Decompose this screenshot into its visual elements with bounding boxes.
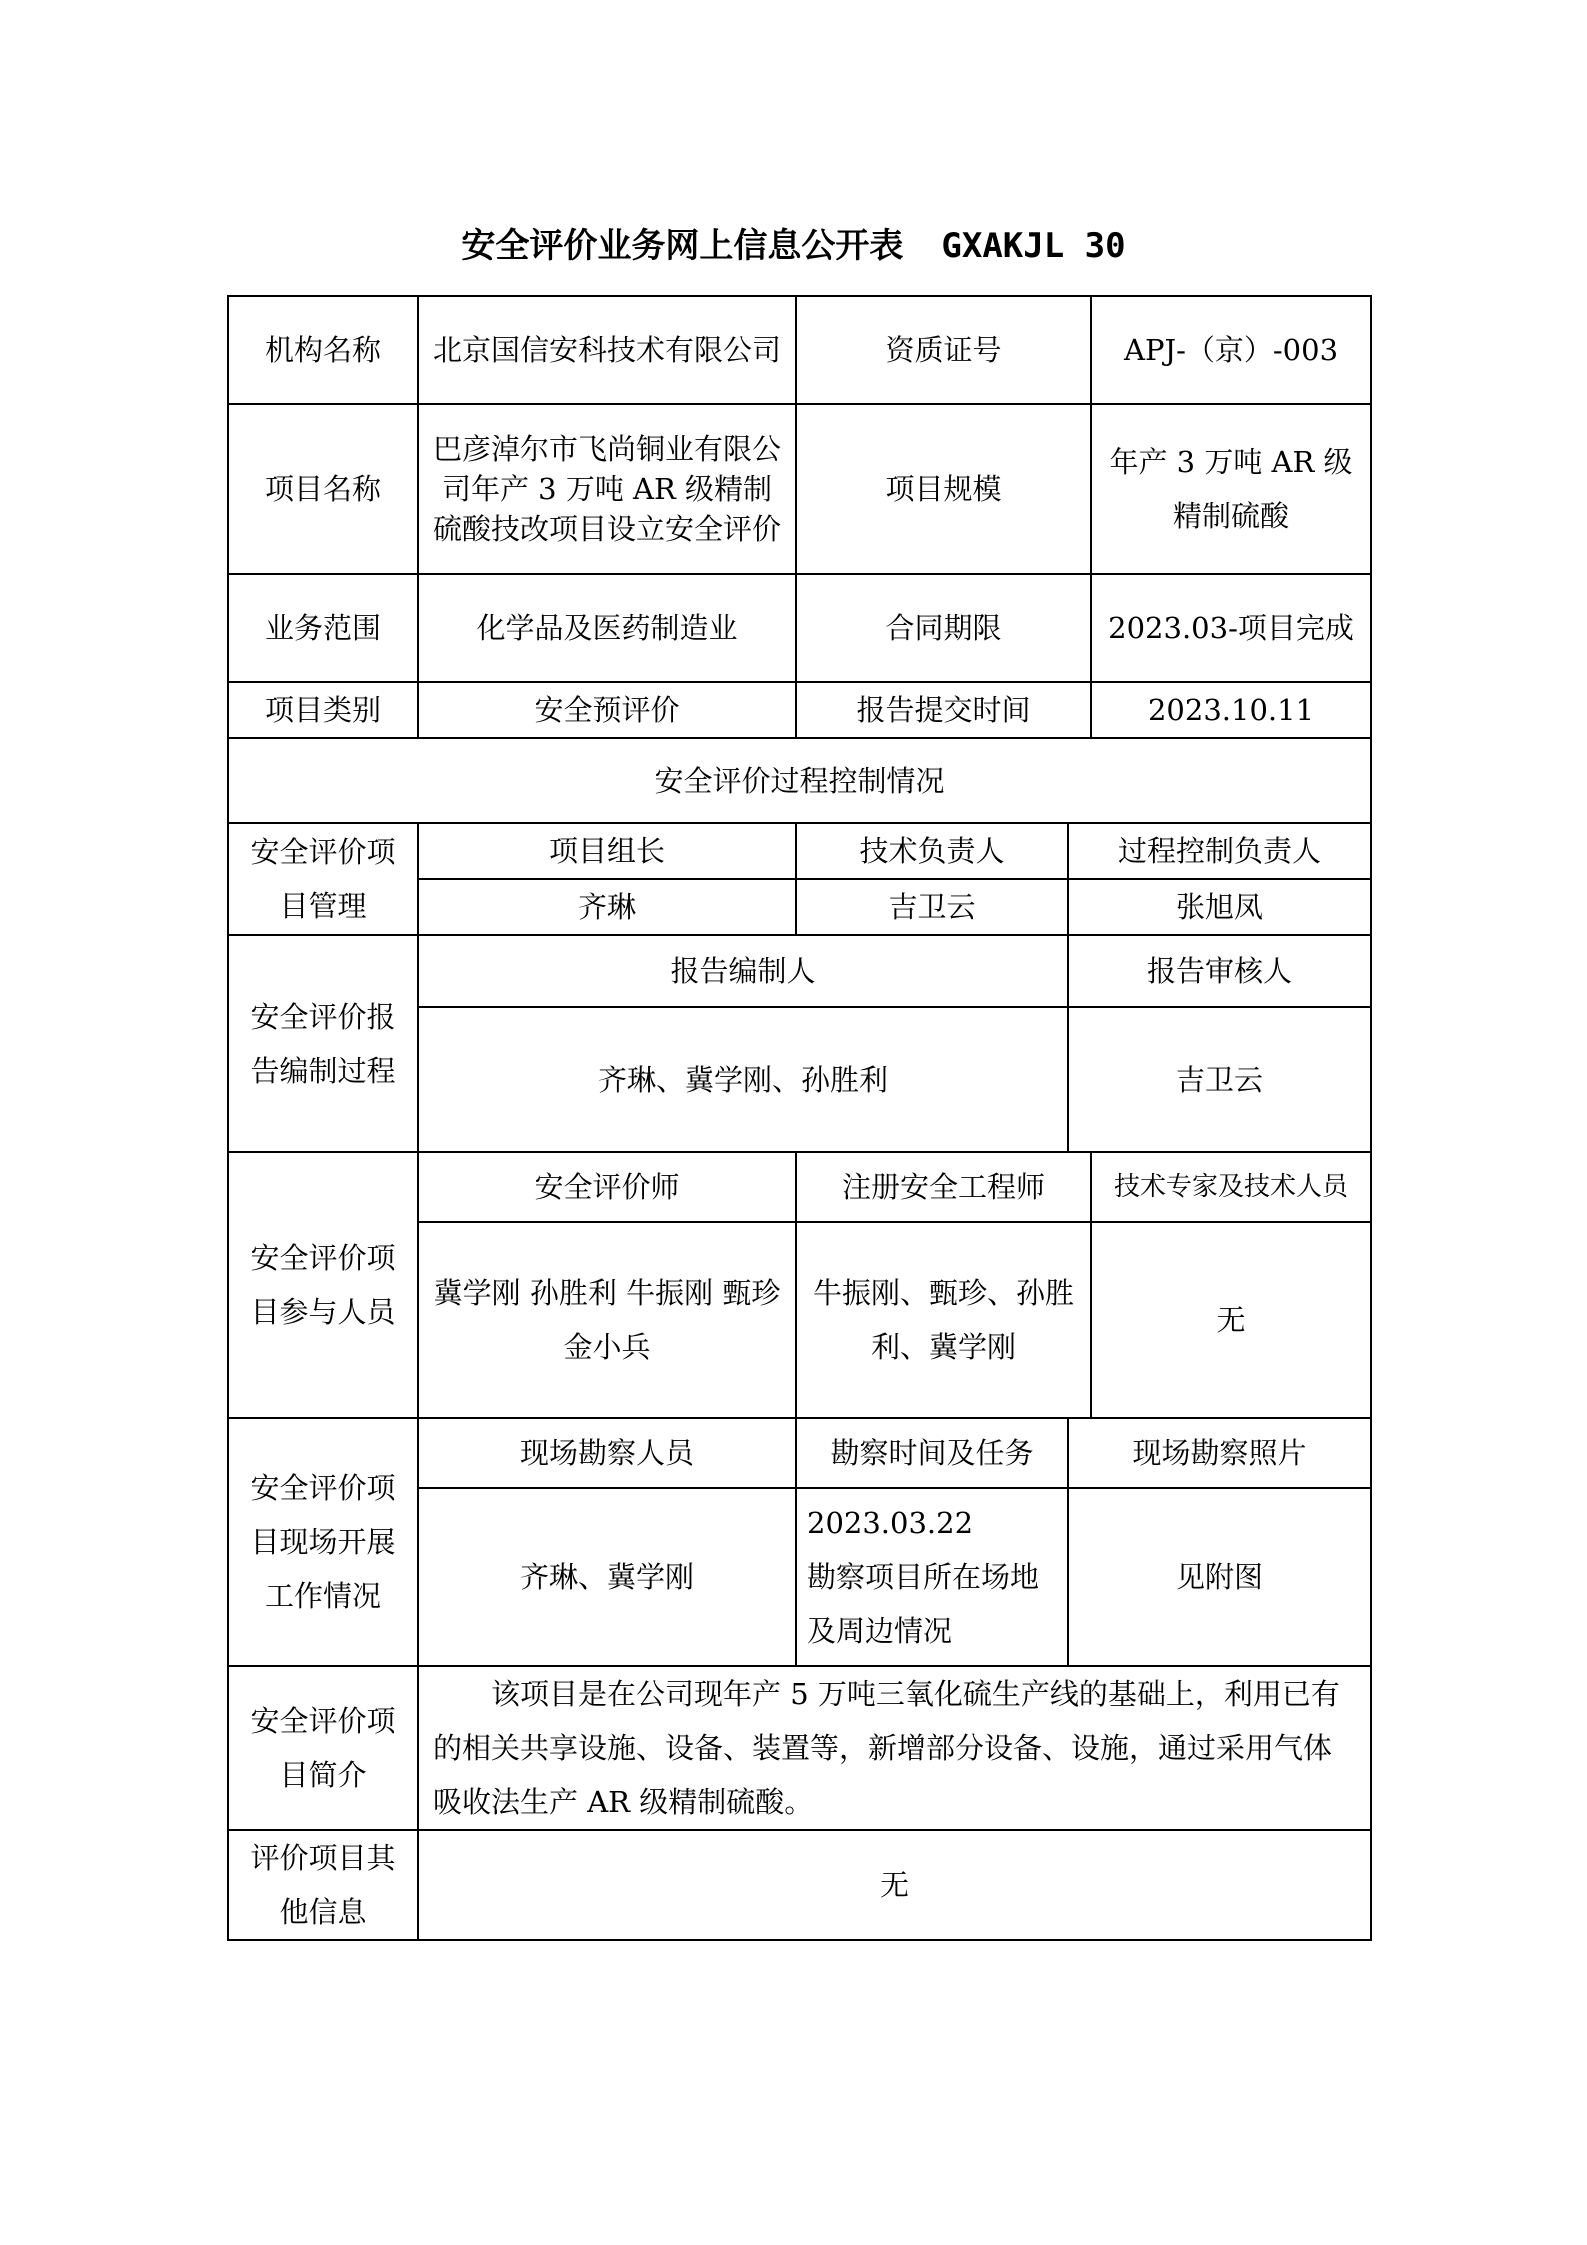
cert-value: APJ-（京）-003 xyxy=(1091,296,1371,404)
scale-label: 项目规模 xyxy=(796,404,1091,574)
project-name-label: 项目名称 xyxy=(228,404,418,574)
engineers-value: 牛振刚、甄珍、孙胜利、冀学刚 xyxy=(796,1222,1091,1418)
project-name-value: 巴彦淖尔市飞尚铜业有限公司年产 3 万吨 AR 级精制硫酸技改项目设立安全评价 xyxy=(418,404,796,574)
leader-header: 项目组长 xyxy=(418,823,796,879)
category-value: 安全预评价 xyxy=(418,682,796,738)
business-label: 业务范围 xyxy=(228,574,418,682)
row-org xyxy=(228,296,1371,404)
other-label: 评价项目其他信息 xyxy=(228,1830,418,1940)
disclosure-table xyxy=(227,295,1372,1941)
reviewer-value: 吉卫云 xyxy=(1068,1007,1371,1152)
other-value: 无 xyxy=(418,1830,1371,1940)
reviewer-header: 报告审核人 xyxy=(1068,935,1371,1007)
site-label: 安全评价项目现场开展工作情况 xyxy=(228,1418,418,1666)
contract-value: 2023.03-项目完成 xyxy=(1091,574,1371,682)
site-staff-value: 齐琳、冀学刚 xyxy=(418,1488,796,1666)
row-category xyxy=(228,682,1371,738)
expert-header: 技术专家及技术人员 xyxy=(1091,1152,1371,1222)
site-time-value xyxy=(796,1488,1068,1666)
row-business xyxy=(228,574,1371,682)
title-text: 安全评价业务网上信息公开表 xyxy=(461,226,904,266)
scale-value: 年产 3 万吨 AR 级精制硫酸 xyxy=(1091,404,1371,574)
engineer-header: 注册安全工程师 xyxy=(796,1152,1091,1222)
tech-header: 技术负责人 xyxy=(796,823,1068,879)
site-date: 2023.03.22 xyxy=(807,1506,974,1540)
process-value: 张旭凤 xyxy=(1068,879,1371,935)
row-site-header xyxy=(228,1418,1371,1488)
author-header: 报告编制人 xyxy=(418,935,1068,1007)
row-other xyxy=(228,1830,1371,1940)
process-header: 过程控制负责人 xyxy=(1068,823,1371,879)
row-management-header xyxy=(228,823,1371,879)
contract-label: 合同期限 xyxy=(796,574,1091,682)
authors-value: 齐琳、冀学刚、孙胜利 xyxy=(418,1007,1068,1152)
experts-value: 无 xyxy=(1091,1222,1371,1418)
site-photos-value: 见附图 xyxy=(1068,1488,1371,1666)
participants-label: 安全评价项目参与人员 xyxy=(228,1152,418,1418)
site-staff-header: 现场勘察人员 xyxy=(418,1418,796,1488)
row-report-header xyxy=(228,935,1371,1007)
form-code: GXAKJL 30 xyxy=(941,226,1126,266)
row-process-section xyxy=(228,738,1371,823)
submit-value: 2023.10.11 xyxy=(1091,682,1371,738)
row-participants-header xyxy=(228,1152,1371,1222)
intro-text: 该项目是在公司现年产 5 万吨三氧化硫生产线的基础上，利用已有的相关共享设施、设备、装置等，新增部分设备、设施，通过采用气体吸收法生产 AR 级精制硫酸。 xyxy=(418,1666,1371,1830)
evaluators-value: 冀学刚 孙胜利 牛振刚 甄珍 金小兵 xyxy=(418,1222,796,1418)
site-photo-header: 现场勘察照片 xyxy=(1068,1418,1371,1488)
management-label: 安全评价项目管理 xyxy=(228,823,418,935)
category-label: 项目类别 xyxy=(228,682,418,738)
org-name-value: 北京国信安科技术有限公司 xyxy=(418,296,796,404)
site-task: 勘察项目所在场地及周边情况 xyxy=(807,1560,1040,1648)
report-label: 安全评价报告编制过程 xyxy=(228,935,418,1152)
tech-value: 吉卫云 xyxy=(796,879,1068,935)
intro-label: 安全评价项目简介 xyxy=(228,1666,418,1830)
leader-value: 齐琳 xyxy=(418,879,796,935)
evaluator-header: 安全评价师 xyxy=(418,1152,796,1222)
business-value: 化学品及医药制造业 xyxy=(418,574,796,682)
cert-label: 资质证号 xyxy=(796,296,1091,404)
site-time-header: 勘察时间及任务 xyxy=(796,1418,1068,1488)
page-title xyxy=(0,222,1587,270)
org-name-label: 机构名称 xyxy=(228,296,418,404)
row-project xyxy=(228,404,1371,574)
row-intro xyxy=(228,1666,1371,1830)
submit-label: 报告提交时间 xyxy=(796,682,1091,738)
process-section-title: 安全评价过程控制情况 xyxy=(228,738,1371,823)
